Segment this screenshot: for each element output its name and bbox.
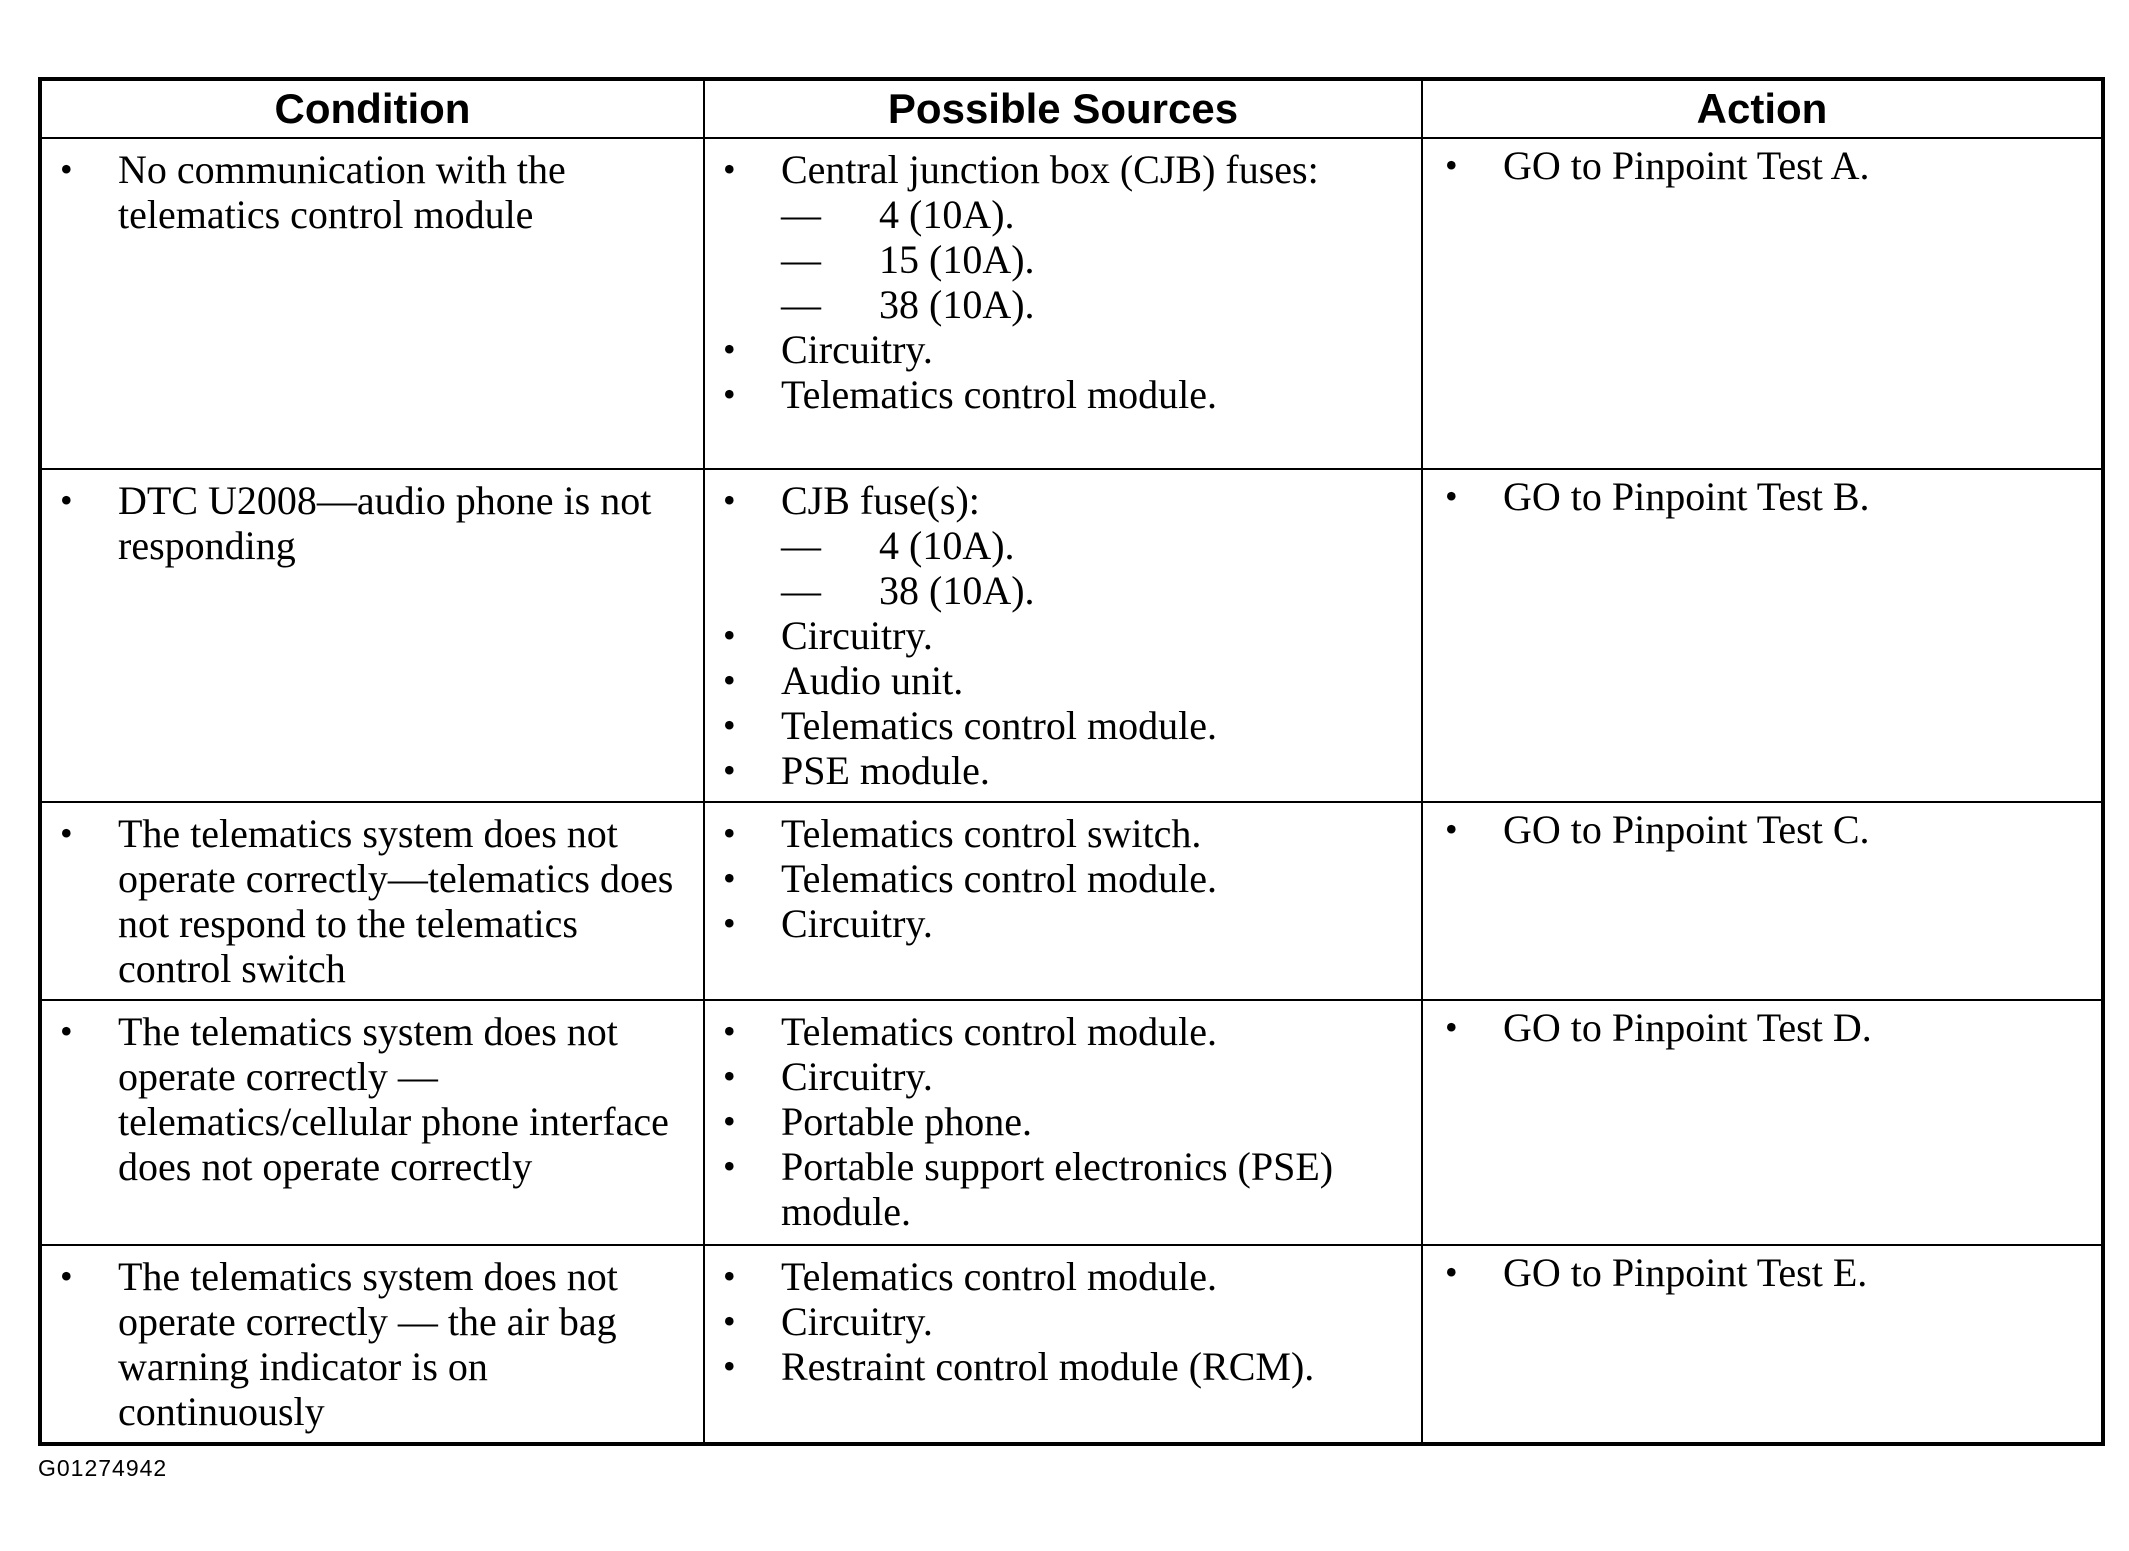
header-action: Action — [1422, 79, 2103, 138]
table-row — [40, 1245, 2103, 1444]
source-item: • Telematics control module. — [705, 1009, 1405, 1054]
action-cell — [1422, 1245, 2103, 1444]
sources-cell — [704, 469, 1422, 802]
action-cell — [1422, 1000, 2103, 1245]
header-condition: Condition — [40, 79, 704, 138]
source-item: • Telematics control module. — [705, 703, 1405, 748]
action-cell — [1422, 138, 2103, 469]
condition-text: • The telematics system does not operate correctly — telematics/cellular phone interface does not operate correctly — [42, 1009, 687, 1189]
source-item: • Telematics control module. — [705, 1254, 1405, 1299]
source-item: • Telematics control module. — [705, 856, 1405, 901]
diagnostic-table — [38, 77, 2105, 1446]
fuse-item: — 38 (10A). — [781, 282, 1405, 327]
condition-cell — [40, 1245, 704, 1444]
source-item: • Circuitry. — [705, 613, 1405, 658]
fuse-item: — 38 (10A). — [781, 568, 1405, 613]
condition-text: • The telematics system does not operate correctly — the air bag warning indicator is on continuously — [42, 1254, 687, 1434]
header-row — [40, 79, 2103, 138]
source-item: • Telematics control module. — [705, 372, 1405, 417]
table-row — [40, 1000, 2103, 1245]
source-item: • Circuitry. — [705, 1054, 1405, 1099]
sources-cell — [704, 1245, 1422, 1444]
action-text: • GO to Pinpoint Test B. — [1427, 474, 2085, 519]
header-possible-sources: Possible Sources — [704, 79, 1422, 138]
source-item — [705, 478, 1405, 613]
condition-cell — [40, 469, 704, 802]
action-text: • GO to Pinpoint Test E. — [1427, 1250, 2085, 1295]
source-text: Central junction box (CJB) fuses: — [781, 147, 1319, 192]
source-item: • PSE module. — [705, 748, 1405, 793]
table-row — [40, 138, 2103, 469]
action-cell — [1422, 802, 2103, 1000]
source-item: • Circuitry. — [705, 327, 1405, 372]
table-row — [40, 802, 2103, 1000]
source-item: • Audio unit. — [705, 658, 1405, 703]
action-cell — [1422, 469, 2103, 802]
source-item: • Circuitry. — [705, 1299, 1405, 1344]
condition-text: • DTC U2008—audio phone is not responding — [42, 478, 663, 568]
action-text: • GO to Pinpoint Test C. — [1427, 807, 2085, 852]
table-row — [40, 469, 2103, 802]
action-text: • GO to Pinpoint Test D. — [1427, 1005, 2085, 1050]
source-item — [705, 147, 1405, 327]
action-text: • GO to Pinpoint Test A. — [1427, 143, 2085, 188]
sources-cell — [704, 1000, 1422, 1245]
source-item: • Telematics control switch. — [705, 811, 1405, 856]
source-text: CJB fuse(s): — [781, 478, 980, 523]
figure-id: G01274942 — [38, 1455, 168, 1481]
condition-cell — [40, 138, 704, 469]
source-item: • Portable support electronics (PSE) module. — [705, 1144, 1405, 1234]
condition-text: • No communication with the telematics control module — [42, 147, 663, 237]
sources-cell — [704, 138, 1422, 469]
source-item: • Circuitry. — [705, 901, 1405, 946]
fuse-item: — 4 (10A). — [781, 523, 1405, 568]
fuse-item: — 4 (10A). — [781, 192, 1405, 237]
condition-cell — [40, 1000, 704, 1245]
source-item: • Portable phone. — [705, 1099, 1405, 1144]
sources-cell — [704, 802, 1422, 1000]
condition-text: • The telematics system does not operate correctly—telematics does not respond to the telematics control switch — [42, 811, 687, 991]
source-item: • Restraint control module (RCM). — [705, 1344, 1405, 1389]
fuse-item: — 15 (10A). — [781, 237, 1405, 282]
condition-cell — [40, 802, 704, 1000]
